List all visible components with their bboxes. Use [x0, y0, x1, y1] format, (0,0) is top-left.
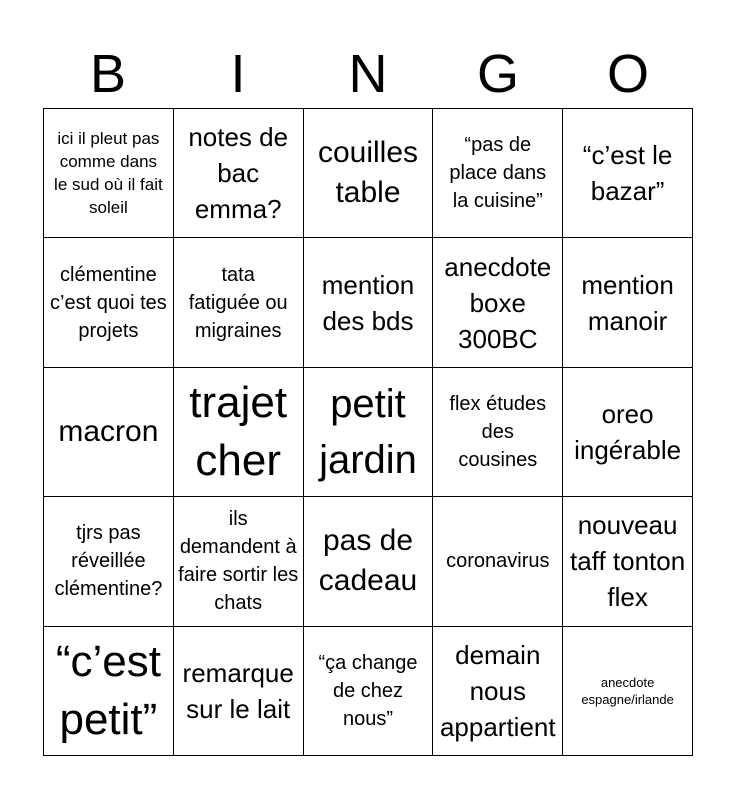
- cell-text: remarque sur le lait: [182, 657, 294, 724]
- bingo-cell-r2c1[interactable]: [44, 238, 174, 367]
- cell-text: coronavirus: [446, 550, 550, 573]
- bingo-cell-r1c1[interactable]: [44, 109, 174, 238]
- cell-text: macron: [58, 414, 159, 448]
- cell-text: ici il pleut pas comme dans le sud où il fait soleil: [54, 129, 163, 218]
- bingo-cell-r3c4[interactable]: [433, 368, 563, 497]
- bingo-cell-r5c3[interactable]: [304, 627, 434, 756]
- header-letter-b: B: [89, 44, 127, 104]
- cell-text: clémentine c’est quoi tes projets: [50, 263, 167, 342]
- bingo-cell-r5c4[interactable]: [433, 627, 563, 756]
- cell-text: “c’est le bazar”: [582, 140, 673, 207]
- bingo-cell-r2c4[interactable]: [433, 238, 563, 367]
- bingo-cell-r3c2[interactable]: [174, 368, 304, 497]
- cell-text: “ça change de chez nous”: [318, 651, 418, 730]
- cell-text: flex études des cousines: [449, 392, 547, 471]
- header-letter-i: I: [230, 44, 246, 104]
- bingo-cell-r2c3[interactable]: [304, 238, 434, 367]
- bingo-cell-r4c4[interactable]: [433, 497, 563, 626]
- bingo-grid: [43, 108, 693, 756]
- bingo-cell-r3c5[interactable]: [563, 368, 693, 497]
- bingo-cell-r4c3[interactable]: [304, 497, 434, 626]
- bingo-cell-r5c5[interactable]: [563, 627, 693, 756]
- bingo-cell-r1c5[interactable]: [563, 109, 693, 238]
- cell-text: mention manoir: [581, 269, 674, 336]
- header-letter-g: G: [476, 44, 519, 104]
- cell-text: mention des bds: [321, 269, 415, 336]
- bingo-cell-r2c5[interactable]: [563, 238, 693, 367]
- bingo-cell-r4c5[interactable]: [563, 497, 693, 626]
- cell-text: pas de cadeau: [318, 524, 418, 598]
- bingo-cell-r3c3[interactable]: [304, 368, 434, 497]
- bingo-cell-r1c4[interactable]: [433, 109, 563, 238]
- cell-text: demain nous appartient: [439, 639, 556, 742]
- bingo-cell-r5c1[interactable]: [44, 627, 174, 756]
- cell-text: nouveau taff tonton flex: [570, 510, 686, 613]
- cell-text: tata fatiguée ou migraines: [188, 263, 288, 342]
- bingo-cell-r2c2[interactable]: [174, 238, 304, 367]
- bingo-cell-r1c3[interactable]: [304, 109, 434, 238]
- cell-text: petit jardin: [319, 381, 417, 482]
- bingo-header: [43, 40, 693, 108]
- bingo-cell-r3c1[interactable]: [44, 368, 174, 497]
- bingo-cell-r5c2[interactable]: [174, 627, 304, 756]
- header-letter-o: O: [606, 44, 649, 104]
- cell-text: anecdote boxe 300BC: [444, 251, 552, 354]
- cell-text: couilles table: [317, 136, 419, 210]
- bingo-cell-r4c2[interactable]: [174, 497, 304, 626]
- header-letter-n: N: [348, 44, 388, 104]
- cell-text: tjrs pas réveillée clémentine?: [54, 522, 163, 601]
- cell-text: “pas de place dans la cuisine”: [449, 134, 547, 213]
- cell-text: notes de bac emma?: [188, 122, 289, 225]
- bingo-cell-r1c2[interactable]: [174, 109, 304, 238]
- cell-text: “c’est petit”: [55, 636, 161, 744]
- cell-text: ils demandent à faire sortir les chats: [178, 508, 299, 615]
- cell-text: trajet cher: [189, 377, 288, 485]
- bingo-cell-r4c1[interactable]: [44, 497, 174, 626]
- cell-text: oreo ingérable: [574, 398, 682, 465]
- cell-text: anecdote espagne/irlande: [581, 674, 674, 707]
